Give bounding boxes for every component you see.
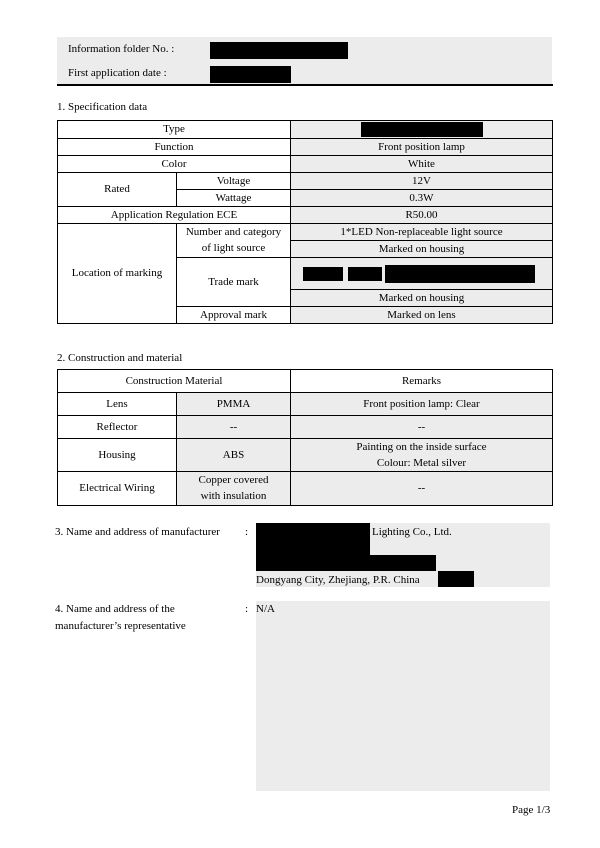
trade-mark-marking: Marked on housing [291, 290, 553, 307]
type-redaction [361, 122, 483, 137]
number-category-label [177, 224, 291, 258]
trade-mark-redaction-1 [303, 267, 343, 281]
trade-mark-value [291, 258, 553, 290]
section4-label-line2: manufacturer’s representative [55, 620, 186, 632]
manufacturer-address: Dongyang City, Zhejiang, P.R. China [256, 574, 420, 586]
first-application-redaction [210, 66, 291, 83]
function-value: Front position lamp [291, 139, 553, 156]
lens-part: Lens [58, 393, 177, 416]
number-category-line2: of light source [201, 242, 266, 254]
type-label: Type [58, 121, 291, 139]
wattage-label: Wattage [177, 190, 291, 207]
light-source-value: 1*LED Non-replaceable light source [291, 224, 553, 241]
first-application-label: First application date : [68, 67, 167, 79]
regulation-value: R50.00 [291, 207, 553, 224]
reflector-part: Reflector [58, 416, 177, 439]
housing-remarks-line2: Colour: Metal silver [376, 456, 467, 469]
section1-title: 1. Specification data [57, 101, 148, 113]
wiring-material-line2: with insulation [200, 490, 267, 502]
manufacturer-redaction-1 [256, 523, 370, 542]
page-number: Page 1/3 [512, 804, 551, 816]
reflector-material: -- [177, 416, 291, 439]
manufacturer-redaction-3 [256, 555, 436, 571]
section4-label-line1: 4. Name and address of the [55, 603, 175, 615]
regulation-label: Application Regulation ECE [58, 207, 291, 224]
lens-material: PMMA [177, 393, 291, 416]
housing-remarks [291, 439, 553, 472]
wiring-part: Electrical Wiring [58, 472, 177, 506]
type-value [291, 121, 553, 139]
color-label: Color [58, 156, 291, 173]
representative-block [256, 601, 550, 791]
col-construction-material: Construction Material [58, 370, 291, 393]
housing-remarks-line1: Painting on the inside surface [356, 440, 487, 453]
wattage-value: 0.3W [291, 190, 553, 207]
lens-remarks: Front position lamp: Clear [291, 393, 553, 416]
color-value: White [291, 156, 553, 173]
info-folder-redaction [210, 42, 348, 59]
manufacturer-company-suffix: Lighting Co., Ltd. [372, 526, 452, 538]
info-folder-label: Information folder No. : [68, 43, 175, 55]
approval-mark-label: Approval mark [177, 307, 291, 324]
location-of-marking-label: Location of marking [58, 224, 177, 324]
header-rule [57, 84, 553, 86]
manufacturer-redaction-2 [256, 542, 370, 555]
voltage-label: Voltage [177, 173, 291, 190]
wiring-remarks: -- [291, 472, 553, 506]
wiring-material-line1: Copper covered [198, 474, 269, 486]
col-remarks: Remarks [291, 370, 553, 393]
representative-value: N/A [256, 603, 275, 615]
manufacturer-redaction-4 [438, 571, 474, 587]
function-label: Function [58, 139, 291, 156]
section3-label: 3. Name and address of manufacturer [55, 526, 220, 538]
number-category-line1: Number and category [185, 226, 282, 238]
specification-table [57, 120, 553, 324]
section2-title: 2. Construction and material [57, 352, 183, 364]
reflector-remarks: -- [291, 416, 553, 439]
light-source-marking: Marked on housing [291, 241, 553, 258]
housing-part: Housing [58, 439, 177, 472]
construction-table [57, 369, 553, 506]
trade-mark-redaction-3 [385, 265, 535, 283]
trade-mark-redaction-2 [348, 267, 382, 281]
housing-material: ABS [177, 439, 291, 472]
section3-colon: : [245, 526, 249, 538]
trade-mark-label: Trade mark [177, 258, 291, 307]
approval-mark-value: Marked on lens [291, 307, 553, 324]
rated-label: Rated [58, 173, 177, 207]
section4-colon: : [245, 603, 249, 615]
wiring-material [177, 472, 291, 506]
voltage-value: 12V [291, 173, 553, 190]
